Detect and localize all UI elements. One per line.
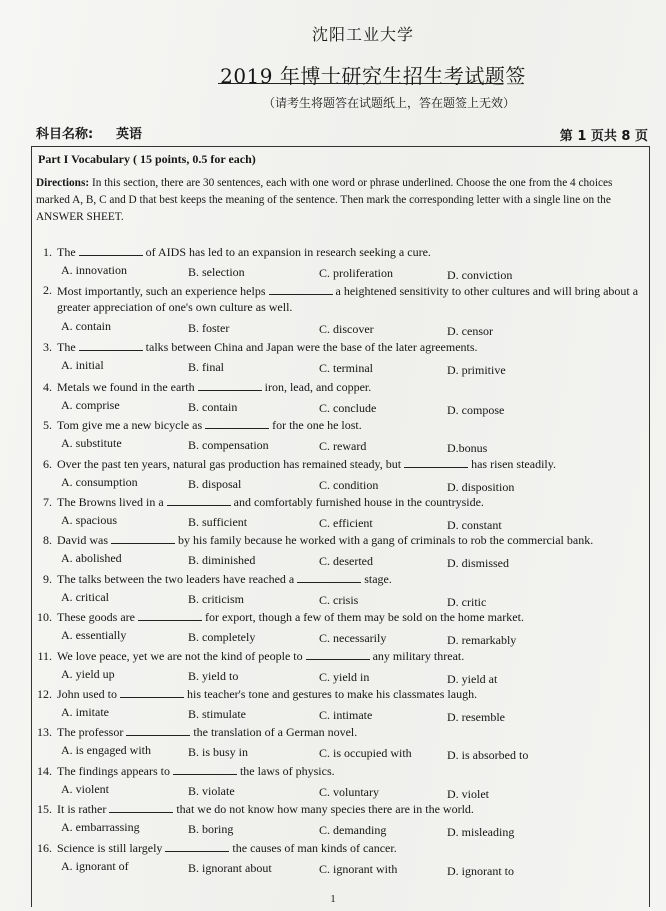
option-b: B. criticism [188, 591, 244, 606]
stem-after-blank: and comfortably furnished house in the countryside. [233, 495, 484, 509]
option-b: B. stimulate [188, 706, 246, 721]
option-b: B. completely [188, 629, 256, 644]
stem-after-blank: any military threat. [372, 649, 465, 663]
option-d: D. yield at [447, 671, 498, 686]
option-a: A. yield up [61, 667, 115, 681]
option-d: D. is absorbed to [447, 747, 529, 762]
option-d: D. remarkably [447, 632, 517, 647]
option-c: C. crisis [319, 593, 359, 607]
stem-before-blank: Metals we found in the earth [57, 380, 195, 394]
option-a: A. is engaged with [61, 743, 151, 757]
question-number: 6. [43, 457, 52, 471]
option-a: A. imitate [61, 705, 109, 719]
question-stem [57, 687, 645, 702]
option-c: C. terminal [319, 361, 373, 375]
option-c: C. discover [319, 322, 374, 336]
option-b: B. selection [188, 264, 245, 279]
option-d: D. dismissed [447, 555, 510, 570]
stem-before-blank: The Browns lived in a [57, 495, 164, 509]
option-c: C. voluntary [319, 785, 379, 799]
option-d: D.bonus [447, 440, 488, 455]
option-b: B. boring [188, 821, 234, 836]
answer-blank [165, 841, 229, 852]
title-underline [218, 83, 503, 84]
option-c: C. efficient [319, 516, 373, 530]
option-b: B. foster [188, 320, 230, 335]
option-b: B. sufficient [188, 514, 248, 529]
option-b: B. contain [188, 399, 238, 414]
university-name: 沈阳工业大学 [311, 25, 414, 44]
question-stem [57, 340, 645, 355]
question-stem [57, 649, 645, 664]
stem-after-blank: for export, though a few of them may be sold on the home market. [204, 610, 524, 624]
option-b: B. violate [188, 783, 235, 798]
answer-blank [111, 533, 175, 544]
option-b: B. yield to [188, 668, 239, 683]
option-c: C. condition [319, 478, 379, 492]
stem-after-blank: for the one he lost. [272, 418, 362, 432]
option-d: D. violet [447, 786, 489, 801]
stem-before-blank: The [57, 245, 76, 259]
question-number: 3. [43, 340, 52, 354]
option-d: D. misleading [447, 824, 515, 839]
answer-blank [79, 340, 143, 351]
option-a: A. substitute [61, 436, 122, 450]
question-number: 7. [43, 495, 52, 509]
option-a: A. spacious [61, 513, 117, 527]
stem-after-blank: has risen steadily. [471, 457, 556, 471]
option-d: D. ignorant to [447, 863, 514, 878]
answer-blank [269, 284, 333, 295]
stem-after-blank: of AIDS has led to an expansion in research seeking a cure. [145, 245, 431, 259]
directions-text: In this section, there are 30 sentences, each with one word or phrase underlined. Choose the one from the 4 choices marked A, B, C and D that best keeps the meaning of the sentence. Then mark the corresponding letter with a single line on the ANSWER SHEET. [36, 177, 613, 223]
question-stem [57, 764, 645, 779]
option-b: B. ignorant about [188, 860, 272, 875]
stem-after-blank: his teacher's tone and gestures to make his classmates laugh. [187, 687, 478, 701]
stem-after-blank: that we do not know how many species there are in the world. [176, 802, 474, 816]
question-number: 8. [43, 533, 52, 547]
option-d: D. resemble [447, 709, 505, 724]
option-a: A. embarrassing [61, 820, 140, 834]
answer-blank [173, 764, 237, 775]
subject-row [36, 123, 648, 143]
question-number: 11. [37, 649, 52, 663]
option-d: D. primitive [447, 362, 506, 377]
option-d: D. disposition [447, 479, 515, 494]
stem-before-blank: Over the past ten years, natural gas production has remained steady, but [57, 457, 402, 471]
option-d: D. censor [447, 323, 493, 338]
question-number: 14. [37, 764, 52, 778]
question-number: 10. [37, 610, 52, 624]
question-stem [57, 418, 645, 433]
stem-before-blank: Most importantly, such an experience helps [57, 284, 266, 298]
option-b: B. compensation [188, 437, 269, 452]
answer-blank [138, 610, 202, 621]
answer-blank [404, 457, 468, 468]
question-number: 5. [43, 418, 52, 432]
question-stem [57, 725, 645, 740]
stem-before-blank: John used to [57, 687, 117, 701]
option-a: A. contain [61, 319, 111, 333]
option-a: A. initial [61, 358, 104, 372]
option-b: B. diminished [188, 552, 256, 567]
question-stem [57, 802, 645, 817]
stem-before-blank: These goods are [57, 610, 135, 624]
option-d: D. conviction [447, 267, 513, 282]
stem-after-blank: iron, lead, and copper. [264, 380, 372, 394]
stem-after-blank: the causes of man kinds of cancer. [232, 841, 397, 855]
answer-blank [306, 649, 370, 660]
answer-blank [167, 495, 231, 506]
question-stem [57, 572, 645, 587]
question-stem [57, 841, 645, 856]
question-stem [57, 457, 645, 472]
stem-after-blank: by his family because he worked with a gang of criminals to rob the commercial bank. [178, 533, 594, 547]
question-stem [57, 533, 645, 548]
question-stem [57, 610, 645, 625]
answer-blank [297, 572, 361, 583]
question-number: 9. [43, 572, 52, 586]
instruction-note: （请考生将题答在试题纸上，答在题签上无效） [262, 96, 515, 110]
question-number: 13. [37, 725, 52, 739]
stem-after-blank: the laws of physics. [239, 764, 335, 778]
page-counter: 第 1 页共 8 页 [559, 129, 648, 144]
exam-title: 2019 年博士研究生招生考试题签 [220, 64, 526, 88]
subject-label: 科目名称: [36, 127, 94, 142]
answer-blank [126, 725, 190, 736]
stem-before-blank: The professor [57, 725, 124, 739]
option-a: A. innovation [61, 263, 127, 277]
question-number: 12. [37, 687, 52, 701]
option-c: C. necessarily [319, 631, 387, 645]
stem-after-blank: the translation of a German novel. [193, 725, 358, 739]
option-a: A. essentially [61, 628, 127, 642]
option-c: C. is occupied with [319, 746, 412, 760]
option-c: C. demanding [319, 823, 387, 837]
stem-before-blank: The findings appears to [57, 764, 170, 778]
stem-before-blank: The talks between the two leaders have reached a [57, 572, 295, 586]
option-c: C. intimate [319, 708, 373, 722]
directions-label: Directions: [36, 177, 90, 189]
stem-before-blank: It is rather [57, 802, 107, 816]
question-number: 16. [37, 841, 52, 855]
question-stem [57, 283, 645, 315]
option-d: D. compose [447, 402, 505, 417]
page-number: 1 [330, 893, 336, 905]
answer-blank [198, 380, 262, 391]
question-frame [31, 146, 650, 907]
option-c: C. ignorant with [319, 862, 398, 876]
option-a: A. comprise [61, 398, 120, 412]
option-a: A. violent [61, 782, 109, 796]
answer-blank [120, 687, 184, 698]
stem-after-blank: stage. [364, 572, 392, 586]
question-stem [57, 380, 645, 395]
stem-after-blank: a heightened sensitivity to other cultures and will bring about a greater appreciation of one's own culture as well. [57, 284, 639, 314]
stem-before-blank: Science is still largely [57, 841, 163, 855]
option-a: A. critical [61, 590, 109, 604]
question-number: 1. [43, 245, 52, 259]
stem-before-blank: Tom give me a new bicycle as [57, 418, 203, 432]
question-number: 4. [43, 380, 52, 394]
option-c: C. proliferation [319, 266, 393, 280]
stem-before-blank: David was [57, 533, 108, 547]
stem-after-blank: talks between China and Japan were the base of the later agreements. [145, 340, 478, 354]
option-d: D. critic [447, 594, 487, 609]
stem-before-blank: We love peace, yet we are not the kind of people to [57, 649, 303, 663]
stem-before-blank: The [57, 340, 76, 354]
question-number: 15. [37, 802, 52, 816]
question-stem [57, 495, 645, 510]
option-b: B. disposal [188, 476, 242, 491]
answer-blank [109, 802, 173, 813]
answer-blank [79, 245, 143, 256]
option-c: C. yield in [319, 670, 370, 684]
option-c: C. deserted [319, 554, 373, 568]
option-c: C. reward [319, 439, 367, 453]
section-title: Part I Vocabulary ( 15 points, 0.5 for each) [38, 152, 256, 166]
option-d: D. constant [447, 517, 502, 532]
answer-blank [205, 418, 269, 429]
question-stem [57, 245, 645, 260]
option-c: C. conclude [319, 401, 377, 415]
directions [36, 175, 646, 226]
option-b: B. is busy in [188, 744, 249, 759]
option-b: B. final [188, 359, 224, 374]
subject-value: 英语 [116, 127, 143, 142]
option-a: A. abolished [61, 551, 122, 565]
question-number: 2. [43, 283, 52, 297]
option-a: A. consumption [61, 475, 138, 489]
option-a: A. ignorant of [61, 859, 129, 873]
